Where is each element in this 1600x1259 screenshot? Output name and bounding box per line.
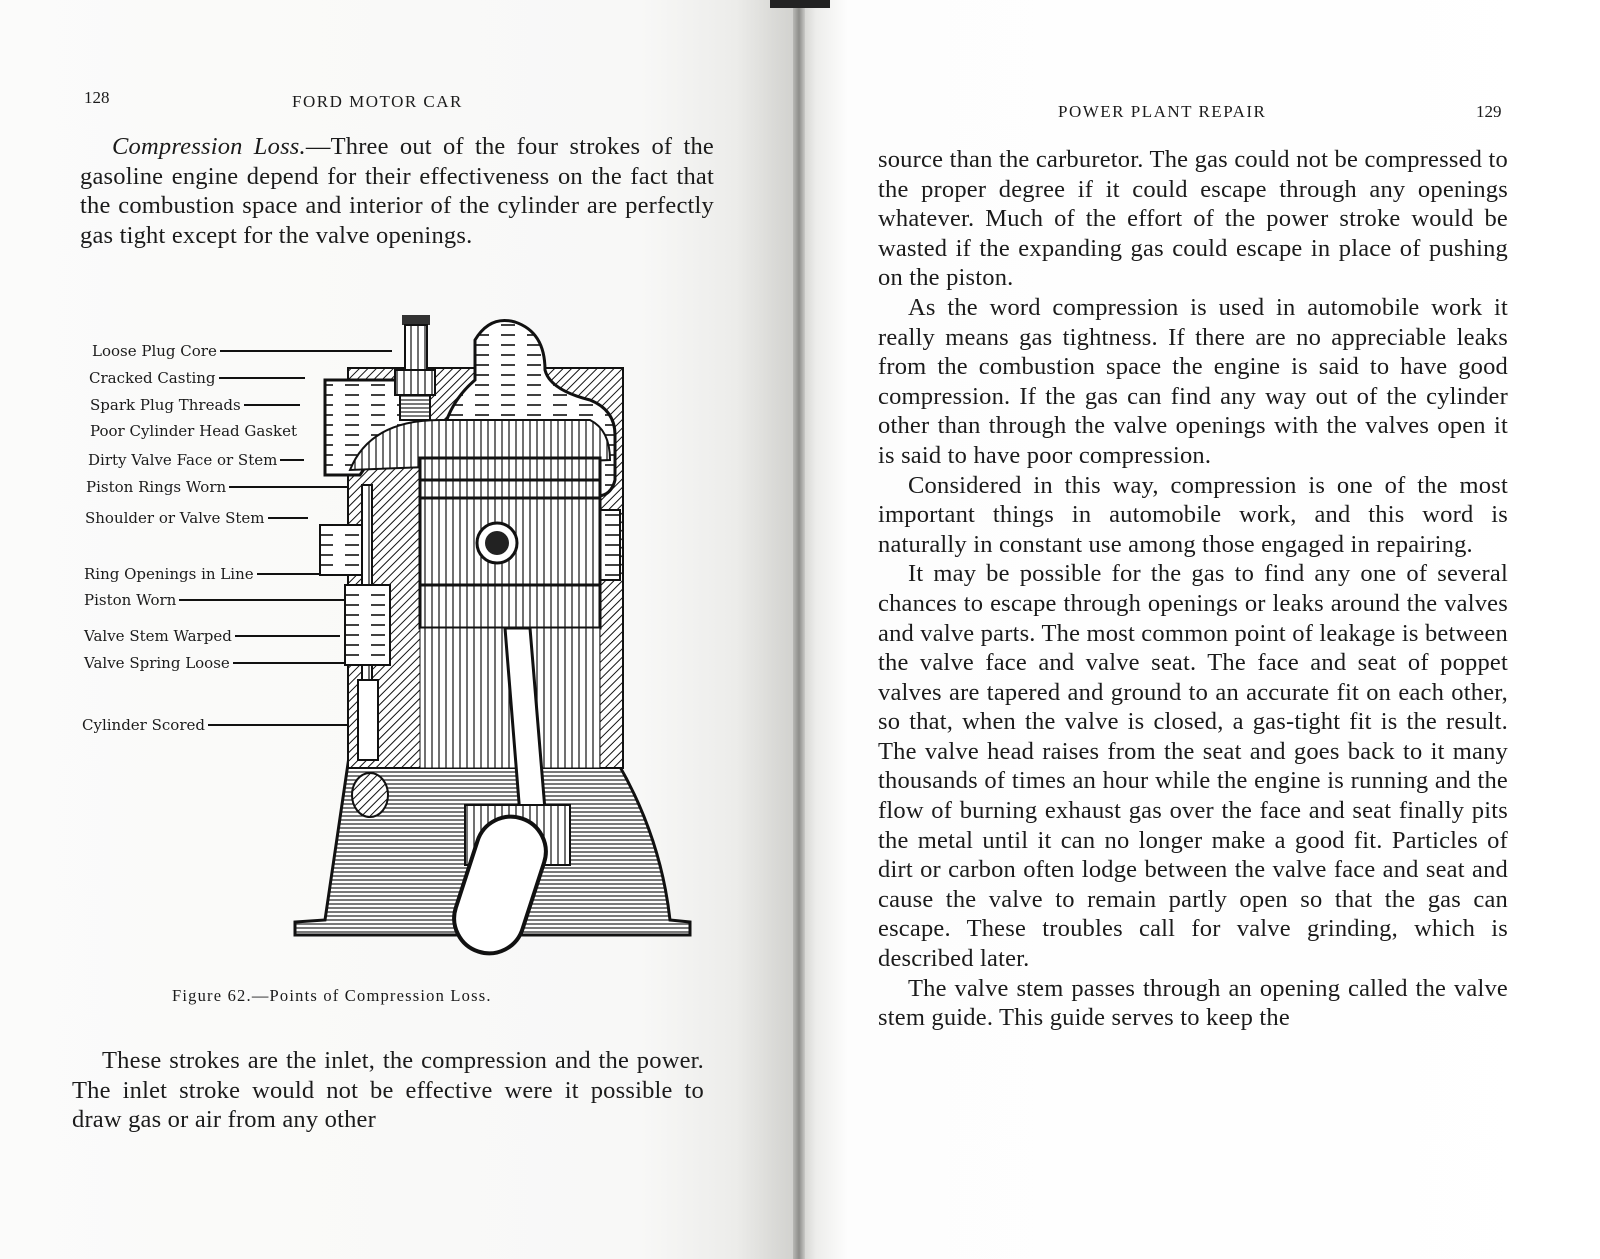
engine-cross-section-illustration — [290, 310, 695, 965]
label-piston-worn: Piston Worn — [84, 591, 347, 609]
paragraph: Considered in this way, compression is one of the most important things in automobile work, and this word is naturally in constant use among those engaged in repairing. — [878, 471, 1508, 558]
paragraph: The valve stem passes through an opening called the valve stem guide. This guide serves to keep the — [878, 974, 1508, 1032]
label-valve-spring-loose: Valve Spring Loose — [84, 654, 349, 672]
label-loose-plug-core: Loose Plug Core — [92, 342, 392, 360]
label-cylinder-head-gasket: Poor Cylinder Head Gasket — [90, 422, 297, 440]
label-valve-stem-warped: Valve Stem Warped — [84, 627, 340, 645]
label-cylinder-scored: Cylinder Scored — [82, 716, 356, 734]
page-number-left: 128 — [84, 88, 110, 107]
label-spark-plug-threads: Spark Plug Threads — [90, 396, 300, 414]
label-cracked-casting: Cracked Casting — [89, 369, 305, 387]
paragraph: It may be possible for the gas to find any one of several chances to escape through openings or leaks around the valves and valve parts. The most common point of leakage is between the valve face and valve seat. The face and seat of poppet valves are tapered and ground to an accurate fit on each other, so that, when the valve is closed, a gas-tight fit is the result. The valve head raises from the seat and goes back to it many thousands of times an hour while the engine is running and the flow of burning exhaust gas over the face and seat finally pits the metal until it can no longer make a good fit. Particles of dirt or carbon often lodge between the valve face and seat and cause the valve to remain partly open so that the gas can escape. These troubles call for valve grinding, which is described later. — [878, 560, 1509, 973]
label-piston-rings-worn: Piston Rings Worn — [86, 478, 407, 496]
closing-paragraph: These strokes are the inlet, the compression and the power. The inlet stroke would not be effective were it possible to draw gas or air from any other — [72, 1047, 704, 1134]
spine-shadow — [770, 0, 830, 8]
running-head-left: FORD MOTOR CAR — [292, 92, 463, 111]
page-number-right: 129 — [1476, 102, 1502, 121]
paragraph: As the word compression is used in automobile work it really means gas tightness. If there are no appreciable leaks from the combustion space the engine is said to have good compression. If the gas can find any way out of the cylinder other than through the valve openings with the valves open it is said to have poor compression. — [878, 293, 1508, 469]
intro-paragraph: Compression Loss.—Three out of the four strokes of the gasoline engine depend for their effectiveness on the fact that the combustion space and interior of the cylinder are perfectly gas tight except for the valve openings. — [80, 133, 714, 249]
figure-caption: Figure 62.—Points of Compression Loss. — [172, 986, 492, 1005]
label-shoulder-valve-stem: Shoulder or Valve Stem — [85, 509, 308, 527]
book-gutter — [793, 0, 805, 1259]
paragraph: source than the carburetor. The gas could not be compressed to the proper degree if it could escape through any openings whatever. Much of the effort of the power stroke would be wasted if the expanding gas could escape in place of pushing on the piston. — [878, 146, 1508, 292]
label-ring-openings: Ring Openings in Line — [84, 565, 337, 583]
right-page-body — [878, 145, 1508, 1033]
running-head-right: POWER PLANT REPAIR — [1058, 102, 1267, 121]
section-title: Compression Loss. — [112, 133, 306, 160]
label-dirty-valve-face: Dirty Valve Face or Stem — [88, 451, 304, 469]
